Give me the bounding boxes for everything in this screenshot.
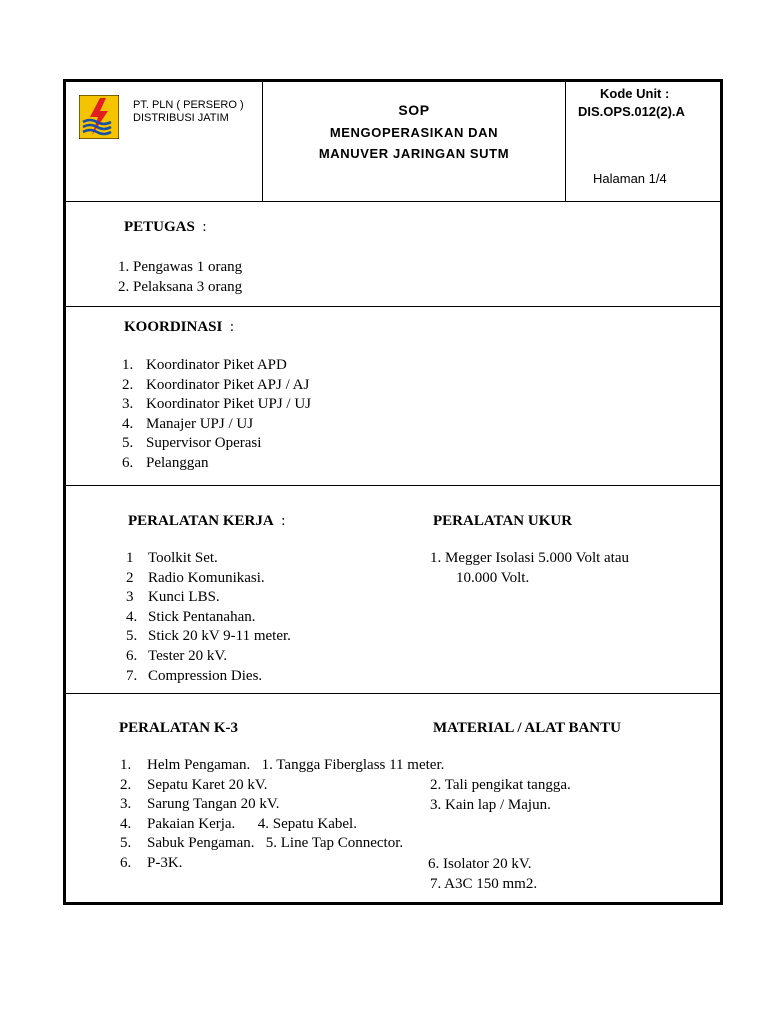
petugas-heading: PETUGAS : <box>124 219 207 235</box>
material-item-3: 3. Kain lap / Majun. <box>430 797 551 813</box>
k3-heading: PERALATAN K-3 <box>119 720 239 736</box>
list-item: 1. Koordinator Piket APD <box>122 357 287 373</box>
k3-list <box>120 756 444 874</box>
petugas-item-2: 2. Pelaksana 3 orang <box>118 279 243 295</box>
list-item: 3. Koordinator Piket UPJ / UJ <box>122 396 311 413</box>
material-item-7: 7. A3C 150 mm2. <box>430 876 538 892</box>
list-item: 4. Stick Pentanahan. <box>126 608 256 625</box>
list-item: 2 Radio Komunikasi. <box>126 569 265 586</box>
material-heading: MATERIAL / ALAT BANTU <box>433 720 621 736</box>
list-item: 1. Helm Pengaman. 1. Tangga Fiberglass 11 meter. <box>120 757 445 773</box>
peralatan-ukur-heading: PERALATAN UKUR <box>433 513 573 529</box>
material-item-2: 2. Tali pengikat tangga. <box>430 777 571 793</box>
petugas-item-1: 1. Pengawas 1 orang <box>118 259 243 275</box>
list-item: 6. Pelanggan <box>122 454 209 471</box>
section-divider-2 <box>66 485 720 486</box>
peralatan-ukur-item-1-cont: 10.000 Volt. <box>456 570 530 586</box>
header-col-divider-2 <box>565 82 566 201</box>
list-item: 3. Sarung Tangan 20 kV. <box>120 796 280 813</box>
koordinasi-list <box>122 356 311 474</box>
company-name: PT. PLN ( PERSERO ) <box>133 99 244 111</box>
kode-unit-value: DIS.OPS.012(2).A <box>578 104 685 119</box>
section-divider-1 <box>66 306 720 307</box>
material-item-6: 6. Isolator 20 kV. <box>428 856 532 872</box>
list-item: 3 Kunci LBS. <box>126 589 220 606</box>
doc-subtitle-line2: MANUVER JARINGAN SUTM <box>318 146 510 161</box>
list-item: 5. Stick 20 kV 9-11 meter. <box>126 628 291 645</box>
list-item: 5. Sabuk Pengaman. 5. Line Tap Connector. <box>120 835 404 852</box>
doc-subtitle-line1: MENGOPERASIKAN DAN <box>329 125 499 140</box>
list-item: 6. P-3K. <box>120 854 183 871</box>
list-item: 6. Tester 20 kV. <box>126 647 228 664</box>
header-col-divider-1 <box>262 82 263 201</box>
peralatan-kerja-list <box>126 549 291 686</box>
list-item: 7. Compression Dies. <box>126 667 263 684</box>
list-item: 1 Toolkit Set. <box>126 550 218 566</box>
list-item: 4. Pakaian Kerja. 4. Sepatu Kabel. <box>120 815 357 832</box>
pln-logo-icon <box>79 95 119 139</box>
list-item: 4. Manajer UPJ / UJ <box>122 415 254 432</box>
doc-title: SOP <box>398 102 430 118</box>
page-number: Halaman 1/4 <box>593 171 667 186</box>
list-item: 5. Supervisor Operasi <box>122 435 262 452</box>
peralatan-ukur-item-1: 1. Megger Isolasi 5.000 Volt atau <box>430 550 630 566</box>
sop-document <box>63 79 723 905</box>
list-item: 2. Sepatu Karet 20 kV. <box>120 776 268 793</box>
koordinasi-heading: KOORDINASI : <box>124 319 235 335</box>
list-item: 2. Koordinator Piket APJ / AJ <box>122 376 310 393</box>
header-divider <box>66 201 720 202</box>
company-division: DISTRIBUSI JATIM <box>133 112 229 124</box>
section-divider-3 <box>66 693 720 694</box>
peralatan-kerja-heading: PERALATAN KERJA : <box>128 513 286 529</box>
kode-unit-label: Kode Unit : <box>600 86 670 101</box>
